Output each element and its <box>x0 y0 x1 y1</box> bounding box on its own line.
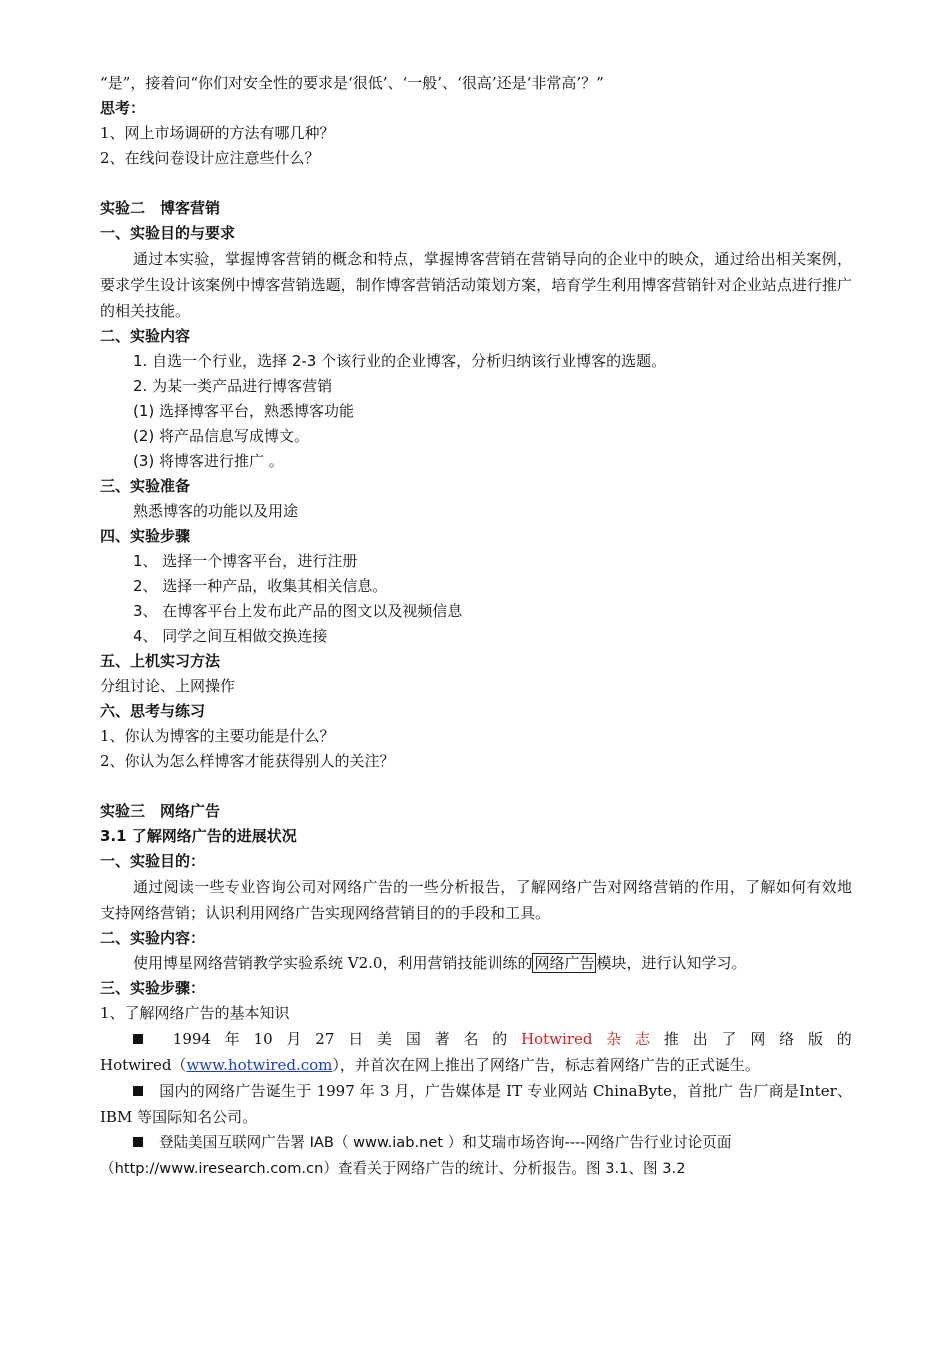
exp2-heading-method: 五、上机实习方法 <box>100 652 221 670</box>
exp2-exercise-2: 2、你认为怎么样博客才能获得别人的关注？ <box>100 752 395 770</box>
word: 出 <box>692 1030 708 1048</box>
intro-line: “是”，接着问“你们对安全性的要求是‘很低’、‘一般’、‘很高’还是‘非常高’？” <box>100 74 604 92</box>
word: 月 <box>286 1030 302 1048</box>
exp2-method-text: 分组讨论、上网操作 <box>100 677 236 695</box>
exp3-step-1: 1、了解网络广告的基本知识 <box>100 1004 290 1022</box>
hotwired-red-text: Hotwired <box>521 1030 593 1048</box>
square-bullet-icon <box>133 1086 143 1096</box>
think-question-2: 2、在线问卷设计应注意些什么？ <box>100 149 320 167</box>
exp2-purpose-paragraph: 通过本实验，掌握博客营销的概念和特点，掌握博客营销在营销导向的企业中的映众，通过给出相关案例，要求学生设计该案例中博客营销选题，制作博客营销活动策划方案，培育学生利用博客营销针对企业站点进行推广的相关技能。 <box>100 250 852 320</box>
word: 著 <box>434 1030 450 1048</box>
exp3-bullet-1-line-2 <box>100 1052 852 1078</box>
word: 1994 <box>172 1030 211 1048</box>
exp2-content-item-1: 1. 自选一个行业，选择 2-3 个该行业的企业博客，分析归纳该行业博客的选题。 <box>133 352 667 370</box>
word: 10 <box>253 1030 273 1048</box>
exp3-content-pre: 使用博星网络营销教学实验系统 V2.0，利用营销技能训练的 <box>133 954 533 972</box>
exp3-bullet-3-line-1 <box>133 1130 852 1156</box>
exp3-bullet-3-text-1: 登陆美国互联网广告署 IAB（ www.iab.net ）和艾瑞市场咨询----网络广告行业讨论页面 <box>159 1134 732 1151</box>
exp2-step-2: 2、 选择一种产品，收集其相关信息。 <box>133 577 388 595</box>
exp2-heading-purpose: 一、实验目的与要求 <box>100 224 236 242</box>
exp3-heading-steps: 三、实验步骤： <box>100 979 206 997</box>
think-question-1: 1、网上市场调研的方法有哪几种？ <box>100 124 335 142</box>
word: 网 <box>750 1030 766 1048</box>
exp3-bullet-1-line-1 <box>133 1026 852 1052</box>
word: 的 <box>492 1030 508 1048</box>
exp2-heading-prep: 三、实验准备 <box>100 477 191 495</box>
exp3-bullet-2 <box>100 1078 852 1130</box>
word: 年 <box>224 1030 240 1048</box>
exp2-content-item-4: (2) 将产品信息写成博文。 <box>133 427 310 445</box>
exp3-title: 实验三 网络广告 <box>100 802 221 820</box>
word: 日 <box>348 1030 364 1048</box>
word: 名 <box>463 1030 479 1048</box>
exp2-exercise-1: 1、你认为博客的主要功能是什么？ <box>100 727 335 745</box>
exp3-heading-purpose: 一、实验目的： <box>100 852 206 870</box>
exp3-heading-content: 二、实验内容： <box>100 929 206 947</box>
exp2-title: 实验二 博客营销 <box>100 199 221 217</box>
exp2-heading-exercise: 六、思考与练习 <box>100 702 206 720</box>
bullet-1-line-2-pre: Hotwired（ <box>100 1056 187 1074</box>
word: 版 <box>807 1030 823 1048</box>
exp2-content-item-5: (3) 将博客进行推广 。 <box>133 452 284 470</box>
square-bullet-icon <box>133 1034 143 1044</box>
exp3-bullet-3-line-2: （http://www.iresearch.com.cn）查看关于网络广告的统计、分析报告。图 3.1、图 3.2 <box>100 1160 686 1177</box>
bullet-1-line-2-post: ），并首次在网上推出了网络广告，标志着网络广告的正式诞生。 <box>332 1056 760 1074</box>
exp3-content-boxed-module: 网络广告 <box>534 954 595 972</box>
word: 推 <box>663 1030 679 1048</box>
exp2-content-item-3: (1) 选择博客平台，熟悉博客功能 <box>133 402 355 420</box>
exp3-subtitle: 3.1 了解网络广告的进展状况 <box>100 827 297 845</box>
think-heading: 思考： <box>100 99 146 117</box>
word: 络 <box>779 1030 795 1048</box>
exp2-prep-text: 熟悉博客的功能以及用途 <box>133 502 299 520</box>
exp2-content-item-2: 2. 为某一类产品进行博客营销 <box>133 377 333 395</box>
word: 国 <box>405 1030 421 1048</box>
exp3-content-post: 模块，进行认知学习。 <box>596 954 747 972</box>
exp3-bullet-1 <box>100 1026 852 1052</box>
hotwired-link[interactable]: www.hotwired.com <box>186 1056 333 1074</box>
hotwired-red-text: 杂 <box>606 1030 622 1048</box>
exp2-step-4: 4、 同学之间互相做交换连接 <box>133 627 328 645</box>
word: 了 <box>721 1030 737 1048</box>
exp3-bullet-3 <box>100 1130 852 1156</box>
exp3-content-line <box>100 951 852 976</box>
hotwired-red-text: 志 <box>635 1030 651 1048</box>
word: 27 <box>315 1030 335 1048</box>
word: 美 <box>377 1030 393 1048</box>
word: 的 <box>836 1030 852 1048</box>
exp2-step-1: 1、 选择一个博客平台，进行注册 <box>133 552 358 570</box>
exp2-heading-steps: 四、实验步骤 <box>100 527 191 545</box>
exp3-bullet-2-text: 国内的网络广告诞生于 1997 年 3 月，广告媒体是 IT 专业网站 ChinaByte，首批广 告厂商是Inter、IBM 等国际知名公司。 <box>100 1082 852 1126</box>
exp3-purpose-paragraph: 通过阅读一些专业咨询公司对网络广告的一些分析报告，了解网络广告对网络营销的作用，了解如何有效地支持网络营销；认识利用网络广告实现网络营销目的的手段和工具。 <box>100 878 852 922</box>
document-page <box>100 71 852 1182</box>
exp2-step-3: 3、 在博客平台上发布此产品的图文以及视频信息 <box>133 602 463 620</box>
exp2-heading-content: 二、实验内容 <box>100 327 191 345</box>
square-bullet-icon <box>133 1137 143 1147</box>
